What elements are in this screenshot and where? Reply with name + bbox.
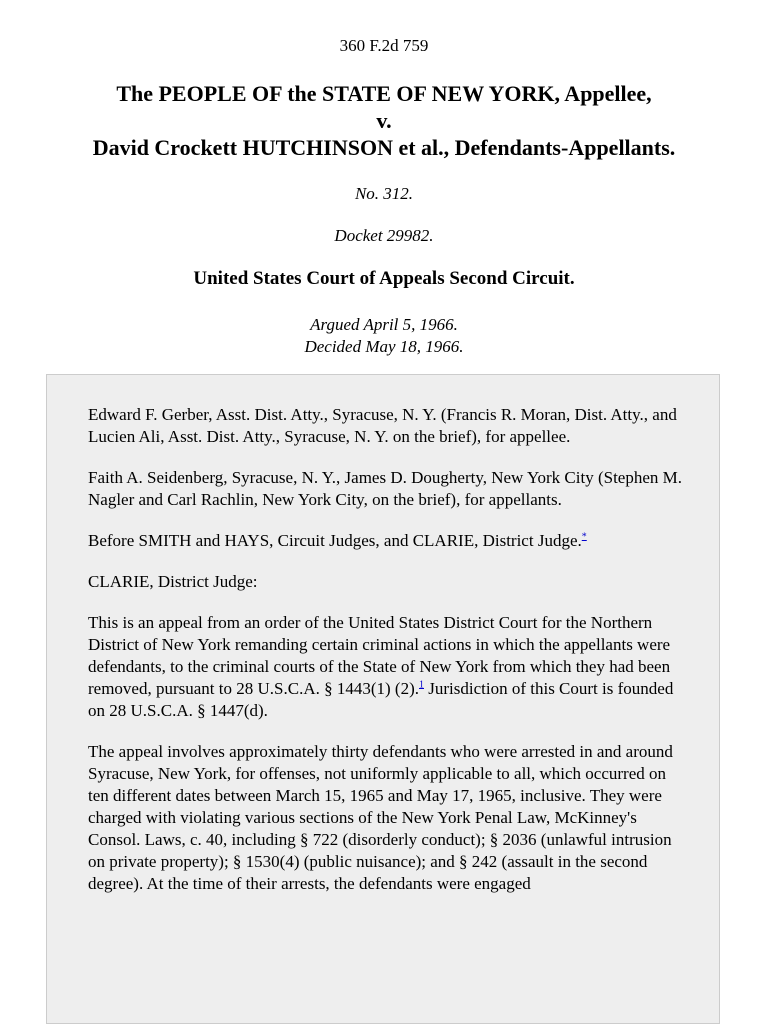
decided-date: Decided May 18, 1966. (304, 337, 464, 356)
panel-judges (88, 530, 689, 552)
panel-judges-text: Before SMITH and HAYS, Circuit Judges, and CLARIE, District Judge. (88, 531, 582, 550)
case-caption (0, 80, 768, 161)
footnote-link-star[interactable]: * (581, 531, 587, 543)
opinion-panel (46, 374, 720, 1024)
caption-appellee: The PEOPLE OF the STATE OF NEW YORK, Appellee, (116, 81, 652, 106)
argued-date: Argued April 5, 1966. (310, 315, 458, 334)
case-dates (0, 314, 768, 358)
docket-number: Docket 29982. (334, 226, 434, 245)
footnote-link-1[interactable]: 1 (419, 679, 424, 691)
paragraph-text: This is an appeal from an order of the United States District Court for the Northern District of New York remanding certain criminal actions in which the appellants were defendants, to the criminal courts of the State of New York from which they had been removed, pursuant to 28 U.S.C.A. § 1443(1) (2). (88, 613, 671, 698)
caption-versus: v. (376, 108, 392, 133)
court-name: United States Court of Appeals Second Circuit. (193, 268, 575, 289)
opinion-paragraph: The appeal involves approximately thirty defendants who were arrested in and around Syracuse, New York, for offenses, not uniformly applicable to all, which occurred on ten different dates between March 15, 1965 and May 17, 1965, inclusive. They were charged with violating various sections of the New York Penal Law, McKinney's Consol. Laws, c. 40, including § 722 (disorderly conduct); § 2036 (unlawful intrusion on private property); § 1530(4) (public nuisance); and § 242 (assault in the second degree). At the time of their arrests, the defendants were engaged (88, 742, 673, 893)
case-citation: 360 F.2d 759 (339, 36, 429, 55)
paragraph-text: Jurisdiction of this Court is founded on 28 U.S.C.A. § 1447(d). (88, 679, 674, 720)
caption-appellants: David Crockett HUTCHINSON et al., Defendants-Appellants. (92, 135, 676, 160)
counsel-appellants: Faith A. Seidenberg, Syracuse, N. Y., James D. Dougherty, New York City (Stephen M. Nagler and Carl Rachlin, New York City, on the brief), for appellants. (88, 468, 683, 509)
case-number: No. 312. (354, 184, 414, 203)
opinion-author: CLARIE, District Judge: (88, 572, 258, 591)
counsel-appellee: Edward F. Gerber, Asst. Dist. Atty., Syracuse, N. Y. (Francis R. Moran, Dist. Atty., and Lucien Ali, Asst. Dist. Atty., Syracuse, N. Y. on the brief), for appellee. (88, 405, 677, 446)
opinion-paragraph (88, 612, 689, 722)
